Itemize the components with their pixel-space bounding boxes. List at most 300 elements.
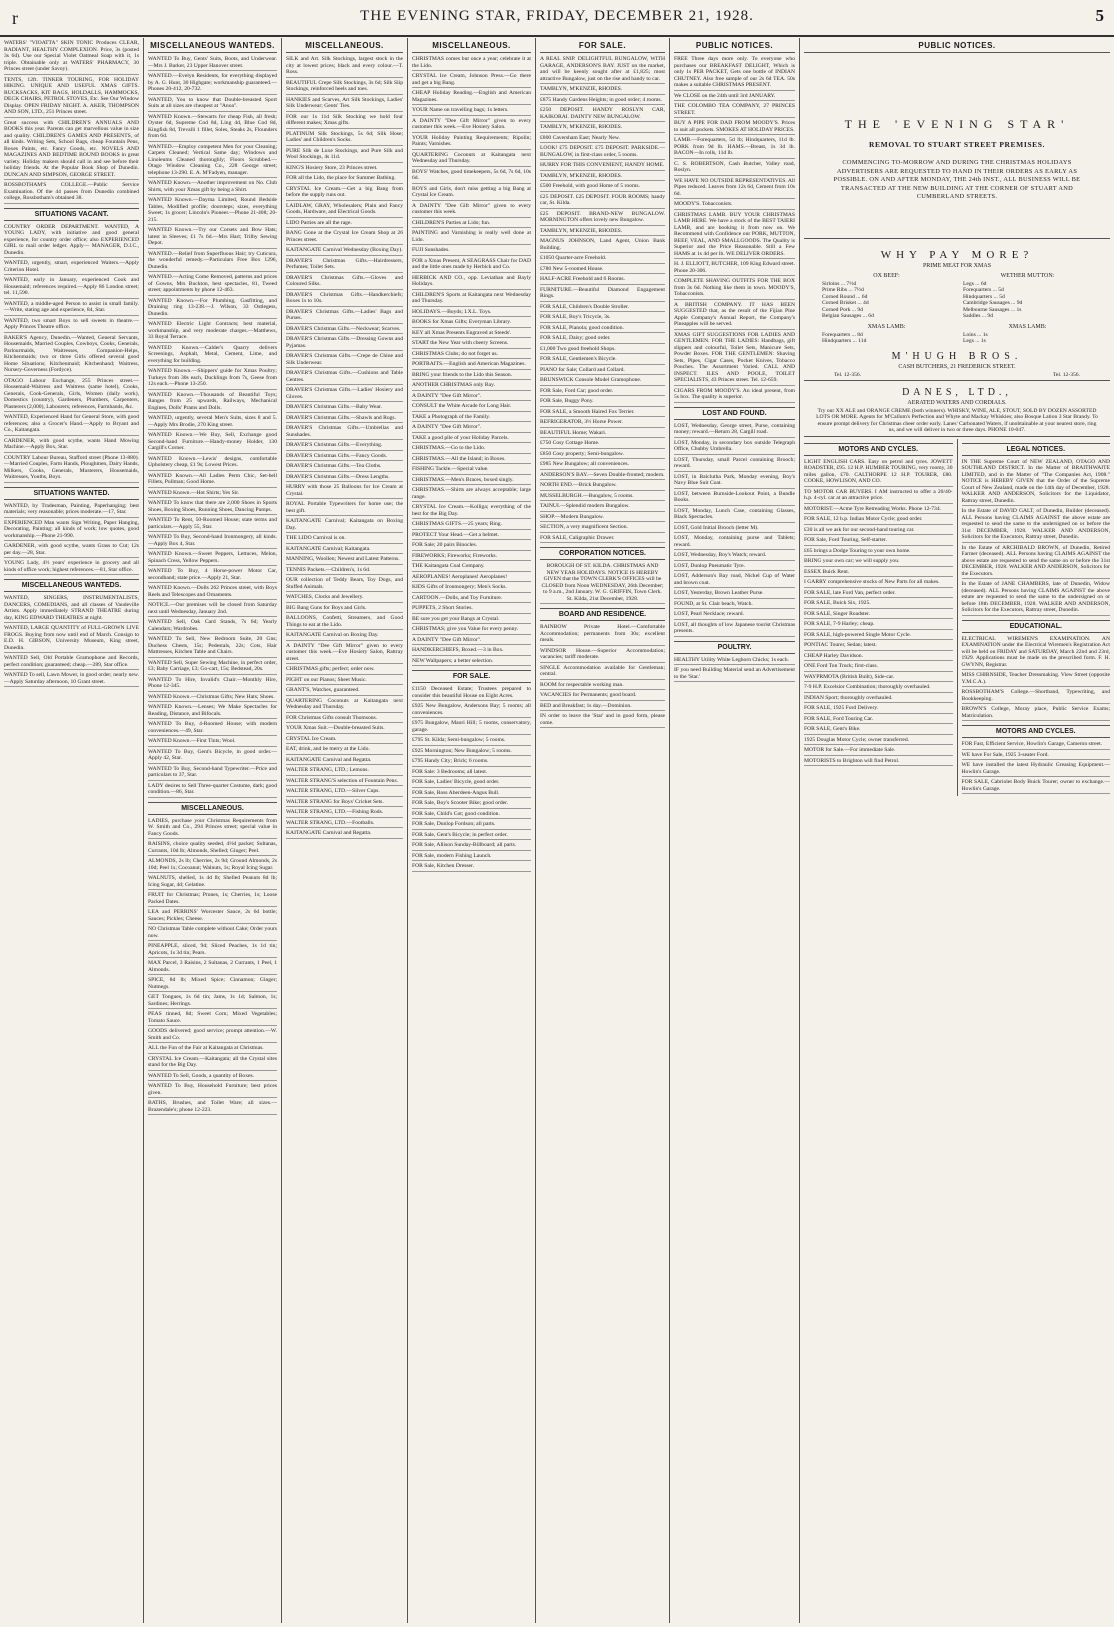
classified-ad: FOR Sale, Dunlop Fordson; all parts. (412, 821, 531, 830)
classified-ad: CHRISTMAS GIFTS.—25 years; Ring. (412, 521, 531, 530)
classified-ad: CHILDREN'S Parties at Lido; fun. (412, 220, 531, 229)
classified-ad: FRUIT for Christmas; Prunes, 1s; Cherries, 1s; Loose Packed Dates. (148, 892, 277, 907)
classified-ad: A DAINTY "Dee Gift Mirror" given to every customer this week. (412, 203, 531, 218)
col6-ads (674, 56, 795, 403)
classified-ad: HURRY with those 25 Balloons for Ice Cream at Crystal. (286, 484, 403, 499)
classified-ad: WANTED Known.—Try our Corsets and Bow Hats; latest in Sleeves; £1 7s 6d.—Mrs Hart; Trilby Sewing Depot. (148, 227, 277, 249)
classified-ad: MOTOR for Sale.—For immediate Sale. (804, 747, 953, 756)
classified-ad: £25 DEPOSIT. BRAND-NEW BUNGALOW. MORNINGTON offers lovely new Bungalow. (540, 211, 665, 226)
classified-ad: WANTED Known.—Stewarts for cheap Fish, all fresh; Oyster 6d, Supreme Cod 8d, Ling 4d, Blue Cod 8d, Kingfish 8d, Trevalli 1 fillet, Soles, Steaks 2s, Flounders from 6d. (148, 114, 277, 142)
classified-ad: PROTECT Your Head.—Get a helmet. (412, 532, 531, 541)
classified-ad: FOR SALE, Buick Six, 1925. (804, 600, 953, 609)
price-row: Hindquarters ... 5d (963, 293, 1005, 300)
classified-ad: WANTED, urgently, several Men's Suits, sizes 8 and 5.—Apply Mrs Brodie, 270 King street. (148, 415, 277, 430)
classified-ad: TAKE a good pile of your Holiday Parcels. (412, 435, 531, 444)
motors2-ads (962, 741, 1111, 794)
classified-ad: BOOKS for Xmas Gifts; Everyman Library. (412, 319, 531, 328)
meat-price-columns (804, 271, 1110, 345)
col1-ads-misc (4, 595, 139, 687)
classified-ad: PAINTING and Varnishing is really well done at Lido. (412, 230, 531, 245)
classified-ad: COUNTRY ORDER DEPARTMENT. WANTED, A YOUNG LADY, with initiative and good general experience, for country order office; also EXPERIENCED GIRL to mail order ledger. Apply— MANAGER, D.I.C., Dunedin. (4, 224, 139, 259)
classified-ad: YOUNG Lady, 4½ years' experience in grocery and all kinds of office work; highest references.—81, Star office. (4, 560, 139, 575)
classified-ad: FOR Sale, Boy's Scooter Bike; good order. (412, 800, 531, 809)
section-for-sale: FOR SALE. (412, 670, 531, 683)
price-row: Cambridge Sausages ... 9d (963, 300, 1023, 306)
classified-ad: We CLOSE on the 24th until 3rd JANUARY. (674, 93, 795, 102)
section-legal-notices: LEGAL NOTICES. (962, 443, 1111, 456)
classified-ad: WALTER STRANG, LTD.—Silver Cups. (286, 788, 403, 797)
classified-ad: BIG Bang Guns for Boys and Girls. (286, 605, 403, 614)
classified-ad: WANTED To Buy, Household Furniture; best prices given. (148, 1083, 277, 1098)
classified-ad: KAITANGATE Carnival and Regatta. (286, 830, 403, 839)
classified-ad: KAITANGATE Carnival Wednesday (Boxing Day). (286, 247, 403, 256)
classified-ad: MOTORIST.—Acme Tyre Retreading Works. Phone 12-734. (804, 506, 953, 515)
classified-ad: HANDKERCHIEFS, Boxed.—3 in Box. (412, 647, 531, 656)
classified-ad: CONSULT the White Arcade for Long Hair. (412, 403, 531, 412)
col4-ads-sale (412, 686, 531, 872)
classified-ad: £1150 Deceased Estate; Trustees prepared to consider this beautiful House on Eight Acres. (412, 686, 531, 701)
col3-header: MISCELLANEOUS. (286, 40, 403, 53)
classified-ad: DRAVER'S Christmas Gifts.—Baby Wear. (286, 404, 403, 413)
classified-ad: BRING your friends to the Lido this Season. (412, 372, 531, 381)
evening-star-heading: THE 'EVENING STAR' (844, 117, 1070, 131)
section-misc-wanteds: MISCELLANEOUS WANTEDS. (4, 579, 139, 592)
classified-ad: NOTICE.—Our premises will be closed from Saturday next until Wednesday, January 2nd. (148, 602, 277, 617)
classified-ad: £925 New Bungalow, Andersons Bay; 5 rooms; all conveniences. (412, 703, 531, 718)
classified-ad: TAMBLYN, M'KENZIE, RHODES. (540, 228, 665, 237)
classified-ad: CRYSTAL Ice Cream.—Kolliga; everything of the best for the Big Day. (412, 504, 531, 519)
section-motors-cycles-2: MOTORS AND CYCLES. (962, 725, 1111, 738)
why-pay-more-heading: WHY PAY MORE? (880, 248, 1034, 261)
col1-ads-wanted (4, 503, 139, 576)
classified-ad: KEY all Xmas Presents Engraved at Steeds'. (412, 330, 531, 339)
classified-ad: LAMB.—Forequarters, 5d lb; Hindquarters, 11d lb. PORK from 9d lb. HAMS.—Breast, 1s 3d lb. BACON—In rolls, 11d lb. (674, 137, 795, 159)
wether-mutton-label: WETHER MUTTON: (1000, 272, 1055, 279)
classified-ad: DRAVER'S Christmas Gifts.—Cushions and Table Centres. (286, 370, 403, 385)
classified-ad: FOR Christmas Gifts consult Thomsons. (286, 715, 403, 724)
price-row: Hindquarters ... 11d (822, 338, 867, 344)
classified-ad: LOST, Yesterday, Brown Leather Purse. (674, 590, 795, 599)
classified-ad: CHRISTMAS.—Men's Braces, boxed singly. (412, 477, 531, 486)
classified-ad: WANTED Sell, Old Portable Gramophone and Records, perfect condition; guaranteed; cheap.—289, Star office. (4, 655, 139, 670)
classified-ad: THE LIDO Carnival is on. (286, 535, 403, 544)
classified-ad: A DAINTY "Dee Gift Mirror". (412, 393, 531, 402)
classified-ad: WANTED Known.—First Tints; Wool. (148, 738, 277, 747)
classified-ad: FOR Sale, Buggy Pony. (540, 398, 665, 407)
classified-ad: KIDS Gifts of Ironmongery; Men's Socks. (412, 584, 531, 593)
price-row: Forequarters ... 8d (822, 331, 863, 338)
newspaper-columns (0, 38, 1114, 1627)
classified-ad: FOR SALE, high-powered Single Motor Cycle. (804, 632, 953, 641)
classified-ad: FOR SALE, Gent's Bike. (804, 726, 953, 735)
classified-ad: FOR Fast, Efficient Service, Howlin's Garage, Cameron street. (962, 741, 1111, 750)
classified-ad: WANTED Known.—We Buy, Sell, Exchange good Second-hand Furniture.—Handy-money Holder, 130 Cargill's Corner. (148, 432, 277, 454)
classified-ad: TAMBLYN, M'KENZIE, RHODES. (540, 124, 665, 133)
classified-ad: HEALTHY Utility White Leghorn Chicks; 1s each. (674, 657, 795, 666)
classified-ad: WE have For Sale, 1925 3-seater Ford. (962, 752, 1111, 761)
classified-ad: TENNIS Packets.—Children's, 1s 6d. (286, 567, 403, 576)
classified-ad: FOR SALE, late Ford Van, perfect order. (804, 590, 953, 599)
section-miscellaneous: MISCELLANEOUS. (148, 802, 277, 815)
classified-ad: £780 New 5-roomed House. (540, 266, 665, 275)
classified-ad: WANTED, You to know that Double-breasted Sport Suits at all sizes are cheapest at "Anoa". (148, 97, 277, 112)
classified-ad: WANTED Known.—Hot Shirts; Yes Sir. (148, 490, 277, 499)
classified-ad: TAMBLYN, M'KENZIE, RHODES. (540, 86, 665, 95)
classified-ad: WANTED Sell, Super Sewing Machine, in perfect order, £3; Baby Carriage, £3; Go-cart, 15s; Bedstead, 20s. (148, 660, 277, 675)
classified-ad: BRUNSWICK Console Model Gramophone. (540, 377, 665, 386)
classified-ad: LOST, Monday, containing purse and Tablets; reward. (674, 535, 795, 550)
classified-ad: FOR SALE, 7-9 Harley; cheap. (804, 621, 953, 630)
classified-ad: PIANO for Sale; Collard and Collard. (540, 367, 665, 376)
section-educational: EDUCATIONAL. (962, 620, 1111, 633)
classified-ad: SILK and Art. Silk Stockings, largest stock in the city at lowest prices; black and every colour.—T. Ross. (286, 56, 403, 78)
price-row: Saddles ... 9d (963, 313, 993, 319)
classified-ad: BALLOONS, Confetti, Streamers, and Good Things to eat at the Lido. (286, 615, 403, 630)
divider (804, 436, 1110, 437)
classified-ad: ESSEX Buick Rent. (804, 569, 953, 578)
classified-ad: WATERS' "VIOATTA" SKIN TONIC Produces CLEAR, RADIANT, HEALTHY COMPLEXION. Price, 3s (posted 3s 6d). Use our Special Violet Oatmeal Soap with it, 1s triple. Obtainable only at WATERS' PHARMACY, 30 Princes street (under Savoy). (4, 40, 139, 75)
classified-ad: PEAS tinned, 8d; Sweet Corn; Mixed Vegetables; Tomato Sauce. (148, 1011, 277, 1026)
classified-ad: SECTION, a very magnificent Section. (540, 524, 665, 533)
price-row: Prime Ribs ... 7½d (822, 287, 864, 293)
classified-ad: GRANT'S, Watches, guaranteed. (286, 687, 403, 696)
classified-ad: WANTED Known.—Calder's Quarry delivers Screenings, Asphalt, Metal, Cement, Lime, and everything for building. (148, 345, 277, 367)
divider (804, 238, 1110, 239)
classified-ad: MOTORISTS to Brighton will find Petrol. (804, 758, 953, 767)
classified-ad: LOST, Adderson's Bay road, Nickel Cup of Water and brown coat. (674, 573, 795, 588)
classified-ad: £250 DEPOSIT. HANDY ROSLYN CAR, KAIKORAI. DAINTY NEW BUNGALOW. (540, 107, 665, 122)
xmas-lamb-label: XMAS LAMB: (867, 323, 906, 330)
classified-ad: TAMBLYN, M'KENZIE, RHODES. (540, 173, 665, 182)
classified-ad: BATHS, Brushes, and Toilet Ware; all sizes.—Brazendale's; phone 12-223. (148, 1100, 277, 1115)
classified-ad: LOST, Monday, in secondary box outside Telegraph Office, Chubby Umbrella. (674, 440, 795, 455)
classified-ad: £1050 Quarter-acre Freehold. (540, 255, 665, 264)
classified-ad: WANTED To Buy, Gents' Suits, Boots, and Underwear.—Mrs J. Barker, 23 Upper Hanover street. (148, 56, 277, 71)
classified-ad: CIGARS FROM MOODY'S. An ideal present, from 5s box. The quality is superior. (674, 388, 795, 403)
classified-ad: £975 Bungalow, Maori Hill; 5 rooms, conservatory, garage. (412, 720, 531, 735)
classified-ad: SHOP.—Modern Bungalow. (540, 514, 665, 523)
classified-ad: HOLIDAYS.—Boyds; I.X.L. Toys. (412, 309, 531, 318)
column-7 (800, 38, 1114, 1623)
classified-ad: DRAVER'S Christmas Gifts.—Everything. (286, 442, 403, 451)
classified-ad: FOR SALE, Gentlemen's Bicycle. (540, 356, 665, 365)
classified-ad: FOR SALE, Caligraphic Drawer. (540, 535, 665, 544)
classified-ad: YOUR Holiday Painting Requirements; Ripolin; Paints; Varnishes. (412, 135, 531, 150)
classified-ad: LOST, Pearl Necklace; reward. (674, 611, 795, 620)
classified-ad: BEAUTIFUL Crepe Silk Stockings, 3s 6d; Silk Slip Stockings, reinforced heels and toes. (286, 80, 403, 95)
classified-ad: FOR SALE, 12 h.p. Indian Motor Cycle; good order. (804, 516, 953, 525)
classified-ad: ALMONDS, 2s lb; Cherries, 2s 9d; Ground Almonds, 2s 10d; Peel 1s; Cocoanut; Walnuts, 1s; Royal Icing Sugar. (148, 858, 277, 873)
telephone-right: Tel. 12-356. (1052, 371, 1080, 378)
classified-ad: WANTED.—Evelyn Residents, for everything displayed by A. G. Hunt, 30 Highgate; workmanship guaranteed.—Phones 20-412, 20-732. (148, 73, 277, 95)
classified-ad: CARDENER, with good scythe, wants Hand Mowing Machine.—Apply Box, Star. (4, 438, 139, 453)
price-row: Corned Round ... 6d (822, 293, 868, 300)
classified-ad: £800 Caversham East; Nearly New. (540, 135, 665, 144)
classified-ad: ELECTRICAL WIREMEN'S EXAMINATION. AN EXAMINATION under the Electrical Wiremen's Registration Act will be held on FRIDAY and SATURDAY, March 22nd and 23rd, 1929. Applications must be made on the prescribed form. F. H. GWYNN, Registrar. (962, 636, 1111, 671)
classified-ad: £30 is all we ask for our second-hand touring car. (804, 527, 953, 536)
classified-ad: WANTED, SINGERS, INSTRUMENTALISTS, DANCERS, COMEDIANS, and all classes of Vaudeville Artists. Apply immediately STRAND THEATRE during day, KING EDWARD THEATRES at night. (4, 595, 139, 623)
classified-ad: BE sure you get your Bangs at Crystal. (412, 616, 531, 625)
classified-ad: DRAVER'S Christmas Gifts.—Umbrellas and Sunshades. (286, 425, 403, 440)
price-row: Melbourne Sausages ... 1s (963, 306, 1022, 313)
classified-ad: BEAUTIFUL Home; Wakari. (540, 430, 665, 439)
classified-ad: WANTED Known.—For Plumbing, Gasfitting, and Draining ring 13-238.—J. Wilson, 33 Ostlegess, Dunedin. (148, 298, 277, 320)
classified-ad: FOR SALE, 1925 Ford Delivery. (804, 705, 953, 714)
classified-ad: REFRIGERATOR, 3½ Horse Power. (540, 419, 665, 428)
classified-ad: DRAVER'S Christmas Gifts.—Neckwear; Scarves. (286, 326, 403, 335)
classified-ad: DRAVER'S Christmas Gifts.—Dressing Gowns and Pyjamas. (286, 336, 403, 351)
classified-ad: GARDENER, with good scythe, wants Grass to Cut; 12s per day.—28, Star. (4, 543, 139, 558)
classified-ad: WALNUTS, shelled, 1s 4d lb; Shelled Peanuts 8d lb; Icing Sugar, 4d; Gelatine. (148, 875, 277, 890)
classified-ad: FOR Sale: 3 Bedrooms; all latest. (412, 769, 531, 778)
motors-subcolumn (804, 439, 958, 797)
classified-ad: LOST, Wednesday, George street, Purse, containing money; reward.—Return 28, Cargill road. (674, 423, 795, 438)
classified-ad: WANTED.—Acting Come Removed, patterns and prices of Gowns, Mrs Buckton, best spectacles, 81, Tweed street; appointments by phone 12-463. (148, 274, 277, 296)
classified-ad: PIGHT on our Pianos; Sheet Music. (286, 677, 403, 686)
classified-ad: HALF-ACRE Freehold and 6 Rooms. (540, 276, 665, 285)
classified-ad: ROOM for respectable working man. (540, 682, 665, 691)
classified-ad: A DAINTY "Dee Gift Mirror" given to every customer this week.—Eve Hosiery Salon. (412, 118, 531, 133)
classified-ad: YOUR Xmas Suit.—Double-breasted Suits. (286, 725, 403, 734)
classified-ad: FOR Sale, modern Fishing Launch. (412, 853, 531, 862)
classified-ad: WANTED.—Relief from Superfluous Hair; try Cuticura, the wonderful remedy.—Particulars Free Box 1296, Dunedin. (148, 251, 277, 273)
classified-ad: FUJI Sunshades. (412, 247, 531, 256)
section-motors-cycles: MOTORS AND CYCLES. (804, 443, 953, 456)
classified-ad: £925 Mornington; New Bungalow; 5 rooms. (412, 748, 531, 757)
mhugh-bros-heading: M'HUGH BROS. (891, 350, 1023, 362)
classified-ad: FOR SALE, Cabriolet Body Buick Tourer; owner to exchange.—Howlin's Garage. (962, 779, 1111, 794)
col3-ads (286, 56, 403, 839)
classified-ad: OTAGO Labour Exchange, 255 Princes street.—Housemaid-Waitress and Waitress (same hotel), Cooks, Generals, Cook-Generals, Girls, Women (daily work), Domestics (country), Gardeners, Plumbers, Carpenters, Plasterers (2,000), Labourers; references, Farmhands, &c. (4, 378, 139, 413)
classified-ad: WANTED Known.—Christmas Gifts; New Hats; Shoes. (148, 694, 277, 703)
classified-ad: CHRISTMAS gifts; perfect; order now. (286, 666, 403, 675)
classified-ad: £795 Handy City; Brick; 6 rooms. (412, 758, 531, 767)
classified-ad: CHRISTMAS.—Shirts are always acceptable; large range. (412, 487, 531, 502)
classified-ad: £1,000 Two good freehold Shops. (540, 346, 665, 355)
classified-ad: DRAVER'S Christmas Gifts.—Shawls and Rugs. (286, 415, 403, 424)
classified-ad: LOST, Dunlop Pneumatic Tyre. (674, 563, 795, 572)
classified-ad: MISS CHIRNSIDE, Teacher Dressmaking. View Street (opposite Y.M.C.A.). (962, 672, 1111, 687)
classified-ad: A DAINTY "Dee Gift Mirror". (412, 424, 531, 433)
classified-ad: EAT, drink, and be merry at the Lido. (286, 746, 403, 755)
classified-ad: 7-9 H.P. Excelsior Combination; thoroughly overhauled. (804, 684, 953, 693)
removal-body: COMMENCING TO-MORROW AND DURING THE CHRISTMAS HOLIDAYS ADVERTISERS ARE REQUESTED TO HAND IN THEIR ORDERS AS EARLY AS POSSIBLE. ON AND AFTER MONDAY, THE 24th INST., ALL BUSINESS WILL BE TRANSACTED AT THE NEW BUILDING AT THE CORNER OF STUART AND CUMBERLAND STREETS. (833, 159, 1081, 200)
section-poultry: POULTRY. (674, 641, 795, 654)
classified-ad: LOST, Monday, Lunch Case, containing Glasses, Black Spectacles. (674, 508, 795, 523)
classified-ad: £25 DEPOSIT. £25 DEPOSIT. FOUR ROOMS; handy car, St. Kilda. (540, 194, 665, 209)
classified-ad: WANTED Known.—Thousands of Beautiful Toys; Ranges from 25 upwards, Railways, Mechanical Engines, Dolls' Prams and Dolls. (148, 392, 277, 414)
classified-ad: WANTED, Experienced Hand for General Store, with good references; also a Grocer's Hand.—Apply to Bryant and Co., Kaitangata. (4, 414, 139, 436)
classified-ad: LADY desires to Sell Three-quarter Costume, dark; good condition.—86, Star. (148, 783, 277, 798)
classified-ad: WANTED To Rent, 50-Roomed House; state terms and particulars.—Apply 55, Star. (148, 517, 277, 532)
ox-beef-label: OX BEEF: (873, 272, 900, 279)
classified-ad: AEROPLANES! Aeroplanes! Aeroplanes! (412, 574, 531, 583)
divider (804, 380, 1110, 381)
price-row: Corned Pork ... 9d (822, 306, 864, 313)
classified-ad: WANTED To Sell, New Bedroom Suite, 20 Gns; Duchess Chests, 15s; Pedestals, 22s; Cots, Hair Mattresses, Kitchen Table and Chairs. (148, 636, 277, 658)
classified-ad: FOUND, at St. Clair beach, Watch. (674, 601, 795, 610)
classified-ad: WE have installed the latest Hydraulic Greasing Equipment.—Howlin's Garage. (962, 762, 1111, 777)
classified-ad: WANTED To Buy, Second-hand Typewriter.—Price and particulars to 37, Star. (148, 766, 277, 781)
classified-ad: ANOTHER CHRISTMAS only Bay. (412, 382, 531, 391)
classified-ad: FOR SALE, Children's Double Stroller. (540, 304, 665, 313)
classified-ad: SINGLE Accommodation available for Gentleman; central. (540, 665, 665, 680)
classified-ad: FISHING Tackle.—Special value. (412, 466, 531, 475)
classified-ad: COMPLETE SHAVING OUTFITS FOR THE BOX from 3s 6d. Nothing like them in town. MOODY'S, Tobacconists. (674, 278, 795, 300)
classified-ad: WANTED Known.—All Ladies Perm Chic, Set-bell Fillets, Pullman; Good Home. (148, 473, 277, 488)
classified-ad: VACANCIES for Permanents; good board. (540, 692, 665, 701)
classified-ad: MOODY'S. Tobacconists. (674, 201, 795, 210)
col6-ads-poultry (674, 657, 795, 683)
classified-ad: NORTH END.—Brick Bungalow. (540, 482, 665, 491)
section-board-residence: BOARD AND RESIDENCE. (540, 608, 665, 621)
classified-ad: CHRISTMAS Clubs; do not forget us. (412, 351, 531, 360)
xmas-lamb-label-2: XMAS LAMB: (1008, 323, 1047, 330)
classified-ad: WANTED Known.—Dayma Limited, Round Bedside Tables, Modified profile; doorsteps; sizes, everything Sweet; 1s grocer; Lincoln's Pioneer.—Phone 21-408; 20-215. (148, 197, 277, 225)
classified-ad: £750 Cosy Cottage Home. (540, 440, 665, 449)
col2-ads (148, 56, 277, 798)
classified-ad: FOR SALE, Singer Roadster. (804, 611, 953, 620)
classified-ad: TENTS, 12ft. TINKER TOURING, FOR HOLIDAY HIKING. UNIQUE AND USEFUL XMAS GIFTS. RUCKSACKS, KIT BAGS, HOLDALLS, HAMMOCKS, DECK CHAIRS, PETROL STOVES, Etc. See Our Window Display. OPEN FRIDAY NIGHT. A. AKER, THOMPSON AND SON, LTD., 251 Princes street. (4, 77, 139, 118)
classified-ad: TAINUI.—Splendid modern Bungalow. (540, 503, 665, 512)
classified-ad: LIGHT ENGLISH CARS. Easy on petrol and tyres. JOWETT ROADSTER, £95. 12 H.P. HUMBER TOURING, very roomy, 30 miles gallon, £70. CALTHORPE 12 H.P. TOURER, £80. COOKE, HOWLISON, AND CO. (804, 459, 953, 487)
classified-ad: KAITANGATE Carnival; Kaitangata on Boxing Day. (286, 518, 403, 533)
classified-ad: WATCHES, Clocks and Jewellery. (286, 594, 403, 603)
classified-ad: LOST, Thursday, small Parcel containing Brooch; reward. (674, 457, 795, 472)
section-situations-wanted: SITUATIONS WANTED. (4, 487, 139, 500)
legal-notice: In the Estate of DAVID GALT, of Dunedin, Builder (deceased). ALL Persons having CLAIMS AGAINST the above estate are requested to send the same to the undersigned on or before the 31st DECEMBER, 1928. WALKER AND ANDERSON, Solicitors for the Executors, Rattray street, Dunedin. (962, 508, 1111, 543)
classified-ad: WANTED, urgently, smart, experienced Waiters.—Apply Criterion Hotel. (4, 260, 139, 275)
danes-subhead: AERATED WATERS AND CORDIALS. (907, 399, 1007, 406)
classified-ad: WANTED Known.—Lewis' designs, comfortable Upholstery cheap, £1 9s; Lowest Prices. (148, 456, 277, 471)
classified-ad: FOR Sale, Ford Touring, Self-starter. (804, 537, 953, 546)
classified-ad: LIDO Parties are all the rage. (286, 220, 403, 229)
classified-ad: START the New Year with cheery Screens. (412, 340, 531, 349)
classified-ad: RAISINS, choice quality seeded, 4½d packet; Sultanas, Currants, 10d lb; Almonds, Shelled; Ginger; Peel. (148, 841, 277, 856)
classified-ad: ROSSBOTHAM'S College.—Shorthand, Typewriting, and Bookkeeping. (962, 689, 1111, 704)
masthead (0, 0, 1114, 36)
classified-ad: CHILDREN'S Sports at Kaitangata next Wednesday and Thursday. (412, 292, 531, 307)
classified-ad: 1925 Douglas Motor Cycle; owner transferred. (804, 737, 953, 746)
classified-ad: ALL the Fun of the Fair at Kaitangata at Christmas. (148, 1045, 277, 1054)
classified-ad: CHRISTMAS.—All the Island; in Boxes. (412, 456, 531, 465)
classified-ad: MAGNUS JOHNSON, Land Agent, Union Bank Building. (540, 238, 665, 253)
classified-ad: NEW Wallpapers; a better selection. (412, 658, 531, 667)
classified-ad: WALTER STRANG, LTD.; Lemons. (286, 767, 403, 776)
classified-ad: BANG Gone at the Crystal Ice Cream Shop at 26 Princes street. (286, 230, 403, 245)
classified-ad: XMAS GIFT SUGGESTIONS FOR LADIES AND GENTLEMEN. FOR THE LADIES: Handbags, gift slippers and colourful, Toilet Sets, Manicure Sets, Powder Boxes. FOR THE GENTLEMEN: Shaving Sets, Pipes, Cigar Cases, Pocket Knives, Tobacco Pouches. The Assortment Varied. CALL AND INSPECT. ILES AND POOLE, TOILET SPECIALISTS, 43 Princes street. Tel. 12-659. (674, 332, 795, 386)
classified-ad: FOR Sale, Ladies' Bicycle, good order. (412, 779, 531, 788)
classified-ad: WANTED.—Employ competent Men for your Cleaning; Carpets Cleaned; Vertical Same day; Windows and Linoleums Cleaned thoroughly; Floors Scrubbed.—Otago Window Cleaning Co., 228 George street; telephone 13-290. E. A. M'Fadyen, manager. (148, 144, 277, 179)
classified-ad: BOYS' Watches, good timekeepers, 5s 6d, 7s 6d, 10s 6d. (412, 169, 531, 184)
classified-ad: FOR SALE, Daisy; good order. (540, 335, 665, 344)
classified-ad: CHRISTMAS; give you Value for every penny. (412, 626, 531, 635)
classified-ad: £875 Handy Gardens Heights; in good order; 4 rooms. (540, 97, 665, 106)
classified-ad: ANDERSON'S BAY.—Seven Double-fronted; modern. (540, 472, 665, 481)
classified-ad: CRYSTAL Ice Cream.—Kaitangata; all the Crystal sites stand for the Big Day. (148, 1056, 277, 1071)
column-3 (282, 38, 408, 1623)
classified-ad: LOST, all thoughts of low Japanese tourist Christmas presents. (674, 622, 795, 637)
classified-ad: FOR Sale; 20 pairs Binocles. (412, 542, 531, 551)
classified-ad: WANTED Electric Light Contracts; best material, workmanship, and very moderate charges.—Matthews, 33 Royal Terrace. (148, 321, 277, 343)
legal-notice: IN THE Supreme Court of NEW ZEALAND, OTAGO AND SOUTHLAND DISTRICT. In the Matter of BRAITHWAITE LIMITED, and in the Matter of "The Companies Act, 1908." NOTICE is HEREBY GIVEN that the Order of the Supreme Court of New Zealand, made on the 14th day of December, 1928. WALKER AND ANDERSON, Solicitors for the Liquidator, Rattray street, Dunedin. (962, 459, 1111, 507)
classified-ad: ONE Ford Ton Truck; first-class. (804, 663, 953, 672)
col6-ads-lost (674, 423, 795, 637)
mutton-items (963, 281, 1092, 320)
classified-ad: NO Christmas Table complete without Cake; Order yours now. (148, 926, 277, 941)
classified-ad: COUNTRY Labour Bureau, Stafford street (Phone 13-880).—Married Couples, Farm Hands, Ploughmen, Dairy Hands, Milkers, Cooks, Generals, Musterers, Housemaids, Waitresses, Youths, Boys. (4, 455, 139, 483)
classified-ad: LOST, Wednesday, Boy's Watch; reward. (674, 552, 795, 561)
classified-ad: FOR our 1s 11d Silk Stocking we hold four different makes; Xmas gifts. (286, 114, 403, 129)
classified-ad: INDIAN Sport; thoroughly overhauled. (804, 695, 953, 704)
classified-ad: DRAVER'S Christmas Gifts.—Dress Lengths. (286, 474, 403, 483)
classified-ad: FOR all the Lido, the place for Summer Bathing. (286, 175, 403, 184)
col5-ads (540, 56, 665, 543)
beef-items (822, 281, 951, 320)
classified-ad: FOR Sale, Ross Aberdeen-Angus Bull. (412, 790, 531, 799)
classified-ad: MAX Parcel, 3 Raisins, 2 Sultanas, 2 Currants, 1 Peel, 1 Almonds. (148, 960, 277, 975)
price-row: Corned Brisket ... 4d (822, 300, 869, 306)
classified-ad: WANTED, LARGE QUANTITY of FULL-GROWN LIVE FROGS. Buying from now until end of March. Consign to E.D. H. GIBSON, University Museum, King street, Dunedin. (4, 625, 139, 653)
classified-ad: BRING your own car; we will supply you. (804, 558, 953, 567)
classified-ad: DRAVER'S Christmas Gifts.—Ladies' Hosiery and Gloves. (286, 387, 403, 402)
classified-ad: KAITANGATE Carnival; Kaitangata. (286, 546, 403, 555)
classified-ad: WALTER STRANG, LTD.—Fishing Rods. (286, 809, 403, 818)
classified-ad: £500 Freehold, with good Home of 5 rooms. (540, 183, 665, 192)
classified-ad: LADIES, purchase your Christmas Requirements from W. Smith and Co., 294 Princes street; special value in Fancy Goods. (148, 818, 277, 840)
classified-ad: LAIDLAW, GRAY, Wholesalers; Plain and Fancy Goods, Hardware, and Electrical Goods. (286, 203, 403, 218)
price-row: Loins ... 1s (963, 331, 988, 338)
classified-ad: SPICE, 8d lb; Mixed Spice; Cinnamon; Ginger; Nutmegs. (148, 977, 277, 992)
classified-ad: WANTED Known.—Shippers' guide for Xmas Poultry; Turkeys from 30s each, Ducklings from 7s, Geese from 12s each.—Phone 13-250. (148, 368, 277, 390)
classified-ad: £985 New Bungalow; all conveniences. (540, 461, 665, 470)
lamb-items (822, 332, 951, 345)
classified-ad: BAKER'S Agency, Dunedin.—Wanted, General Servants, Housemaids, Married Couples, Cowboys, Cooks, Generals, Parlourmaids, Waitresses, Companion-Helps, Kitchenmaids; two or three Girls offered several good Home Situations; Kitchenmaid; Kitchenhand; Waitress, Nursery-Governess (Fordyce). (4, 335, 139, 376)
col2-ads-misc (148, 818, 277, 1116)
classified-ad: WALTER STRANG for Boys' Cricket Sets. (286, 799, 403, 808)
classified-ad: FOR SALE, Ford Touring Car. (804, 716, 953, 725)
classified-ad: GET Tongues, 1s 6d tin; Jams, 1s 1d; Salmon, 1s; Sardines; Herrings. (148, 994, 277, 1009)
price-row: Belgian Sausages ... 6d (822, 313, 874, 319)
classified-ad: MUSSELBURGH.—Bungalow, 5 rooms. (540, 493, 665, 502)
newspaper-title: THE EVENING STAR, FRIDAY, DECEMBER 21, 1928. (360, 8, 754, 24)
classified-ad: BED and Breakfast; 1s day.—Dominion. (540, 703, 665, 712)
classified-ad: FOR a Xmas Present, A SEAGRASS Chair for DAD and the little ones made by Herbick and Co. (412, 258, 531, 273)
corner-mark: r (12, 8, 18, 28)
danes-heading: DANES, LTD., (902, 386, 1012, 398)
classified-ad: WANTED Known.—Dolls 262 Princes street, with Boys Reels and Telescopes and Ornaments. (148, 585, 277, 600)
section-lost-found: LOST AND FOUND. (674, 407, 795, 420)
classified-ad: WALTER STRANG'S selection of Fountain Pens. (286, 778, 403, 787)
motors-ads (804, 459, 953, 767)
price-row: Legs ... 1s (963, 338, 986, 344)
classified-ad: FREE Three days more only. To everyone who purchases our BREAKFAST DELIGHT, Which is only 1s PER PACKET, Gets one bottle of INDIAN CHUTNEY. Also free sample of our 2s 6d TEA. 50s makes a suitable CHRISTMAS PRESENT. (674, 56, 795, 91)
classified-ad: WANTED To Sell, Goods, a quantity of Boxes. (148, 1073, 277, 1082)
classified-ad: KAITANGATE Carnival on Boxing Day. (286, 632, 403, 641)
classified-ad: WANTED Sell, Oak Card Stands, 7s 6d; Yearly Calendars; Wardrobes. (148, 619, 277, 634)
classified-ad: DRAVER'S Christmas Gifts.—Gloves and Coloured Silks. (286, 275, 403, 290)
classified-ad: CRYSTAL Ice Cream, Johnson Press.—Go there and get a big Bang. (412, 73, 531, 88)
wether-mutton-list (963, 271, 1092, 345)
section-corporation-notices: CORPORATION NOTICES. (540, 547, 665, 560)
removal-heading: REMOVAL TO STUART STREET PREMISES. (869, 140, 1045, 149)
classified-ad: WANTED, by Tradesman, Painting, Paperhanging; best materials; very reasonable; prices moderate.—17, Star. (4, 503, 139, 518)
col7-lower (804, 439, 1110, 797)
classified-ad: CHEAP Harley Davidson. (804, 653, 953, 662)
classified-ad: WE HAVE NO OUTSIDE REPRESENTATIVES. All Pipes reduced. Leaves from 12s 6d, Cement from 10s 6d. (674, 178, 795, 200)
classified-ad: WINDSOR House.—Superior Accommodation; vacancies; tariff moderate. (540, 648, 665, 663)
classified-ad: LOST, in Balclutha Park, Monday evening, Boy's Navy Blue Suit Coat. (674, 474, 795, 489)
